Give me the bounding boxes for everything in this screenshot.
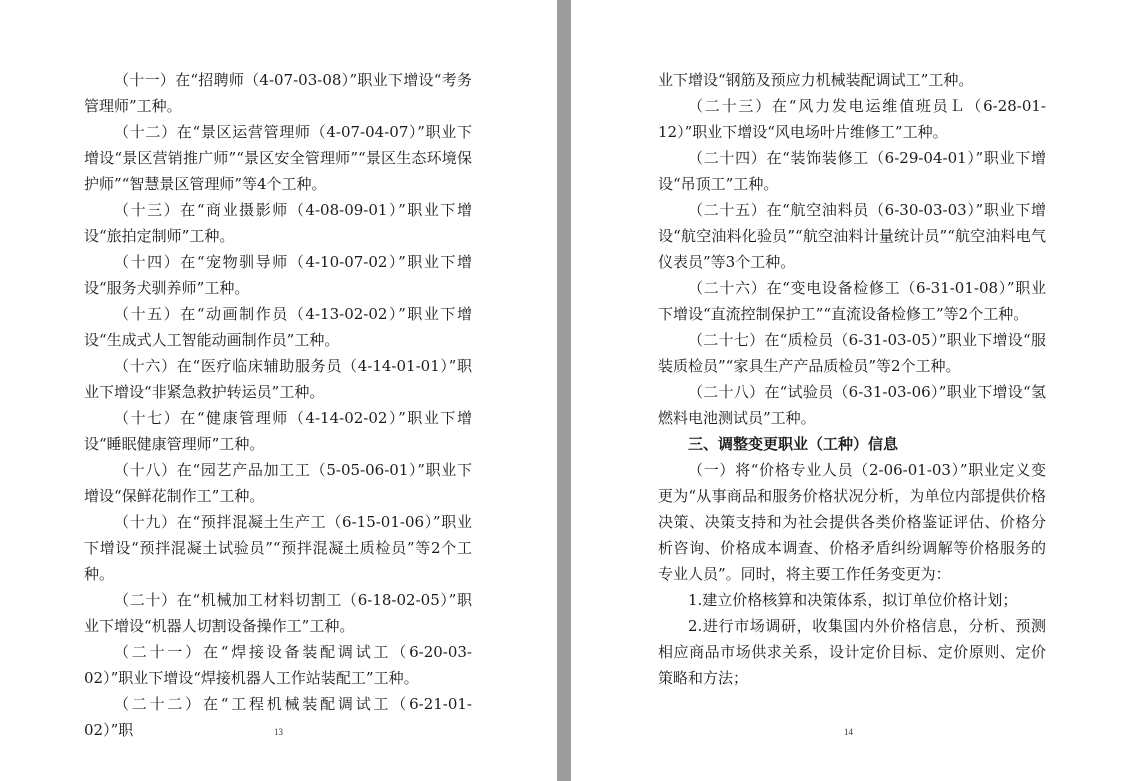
- page-number: 13: [274, 727, 283, 737]
- paragraph: （二十二）在“工程机械装配调试工（6-21-01-02）”职: [84, 695, 472, 739]
- paragraph: （十三）在“商业摄影师（4-08-09-01）”职业下增设“旅拍定制师”工种。: [84, 201, 472, 245]
- paragraph: （十八）在“园艺产品加工工（5-05-06-01）”职业下增设“保鲜花制作工”工种。: [84, 461, 472, 505]
- page-body: [658, 67, 1046, 691]
- paragraph: （二十五）在“航空油料员（6-30-03-03）”职业下增设“航空油料化验员”“航空油料计量统计员”“航空油料电气仪表员”等3个工种。: [658, 201, 1046, 271]
- document-page-13: [0, 0, 557, 781]
- page-number: 14: [844, 727, 853, 737]
- paragraph: （十七）在“健康管理师（4-14-02-02）”职业下增设“睡眠健康管理师”工种。: [84, 409, 472, 453]
- paragraph: （二十一）在“焊接设备装配调试工（6-20-03-02）”职业下增设“焊接机器人工作站装配工”工种。: [84, 643, 472, 687]
- paragraph: （十五）在“动画制作员（4-13-02-02）”职业下增设“生成式人工智能动画制作员”工种。: [84, 305, 472, 349]
- page-body: [84, 67, 472, 743]
- paragraph: （十九）在“预拌混凝土生产工（6-15-01-06）”职业下增设“预拌混凝土试验员”“预拌混凝土质检员”等2个工种。: [84, 513, 472, 583]
- paragraph: （一）将“价格专业人员（2-06-01-03）”职业定义变更为“从事商品和服务价格状况分析，为单位内部提供价格决策、决策支持和为社会提供各类价格鉴证评估、价格分析咨询、价格成本调查、价格矛盾纠纷调解等价格服务的专业人员”。同时，将主要工作任务变更为：: [658, 461, 1046, 583]
- paragraph: （二十四）在“装饰装修工（6-29-04-01）”职业下增设“吊顶工”工种。: [658, 149, 1046, 193]
- paragraph: （二十）在“机械加工材料切割工（6-18-02-05）”职业下增设“机器人切割设备操作工”工种。: [84, 591, 472, 635]
- list-item: 2.进行市场调研，收集国内外价格信息，分析、预测相应商品市场供求关系，设计定价目标、定价原则、定价策略和方法；: [658, 617, 1046, 687]
- paragraph: （十一）在“招聘师（4-07-03-08）”职业下增设“考务管理师”工种。: [84, 71, 472, 115]
- list-item: 1.建立价格核算和决策体系，拟订单位价格计划；: [688, 591, 1018, 609]
- paragraph: （十四）在“宠物驯导师（4-10-07-02）”职业下增设“服务犬驯养师”工种。: [84, 253, 472, 297]
- paragraph: （十二）在“景区运营管理师（4-07-04-07）”职业下增设“景区营销推广师”“景区安全管理师”“景区生态环境保护师”“智慧景区管理师”等4个工种。: [84, 123, 472, 193]
- paragraph: （二十三）在“风力发电运维值班员Ｌ（6-28-01-12）”职业下增设“风电场叶片维修工”工种。: [658, 97, 1046, 141]
- paragraph: （二十八）在“试验员（6-31-03-06）”职业下增设“氢燃料电池测试员”工种。: [658, 383, 1046, 427]
- paragraph-continuation: 业下增设“钢筋及预应力机械装配调试工”工种。: [658, 71, 974, 89]
- paragraph: （二十六）在“变电设备检修工（6-31-01-08）”职业下增设“直流控制保护工”“直流设备检修工”等2个工种。: [658, 279, 1046, 323]
- section-heading: 三、调整变更职业（工种）信息: [688, 435, 899, 453]
- paragraph: （二十七）在“质检员（6-31-03-05）”职业下增设“服装质检员”“家具生产产品质检员”等2个工种。: [658, 331, 1046, 375]
- document-page-14: [571, 0, 1126, 781]
- paragraph: （十六）在“医疗临床辅助服务员（4-14-01-01）”职业下增设“非紧急救护转运员”工种。: [84, 357, 472, 401]
